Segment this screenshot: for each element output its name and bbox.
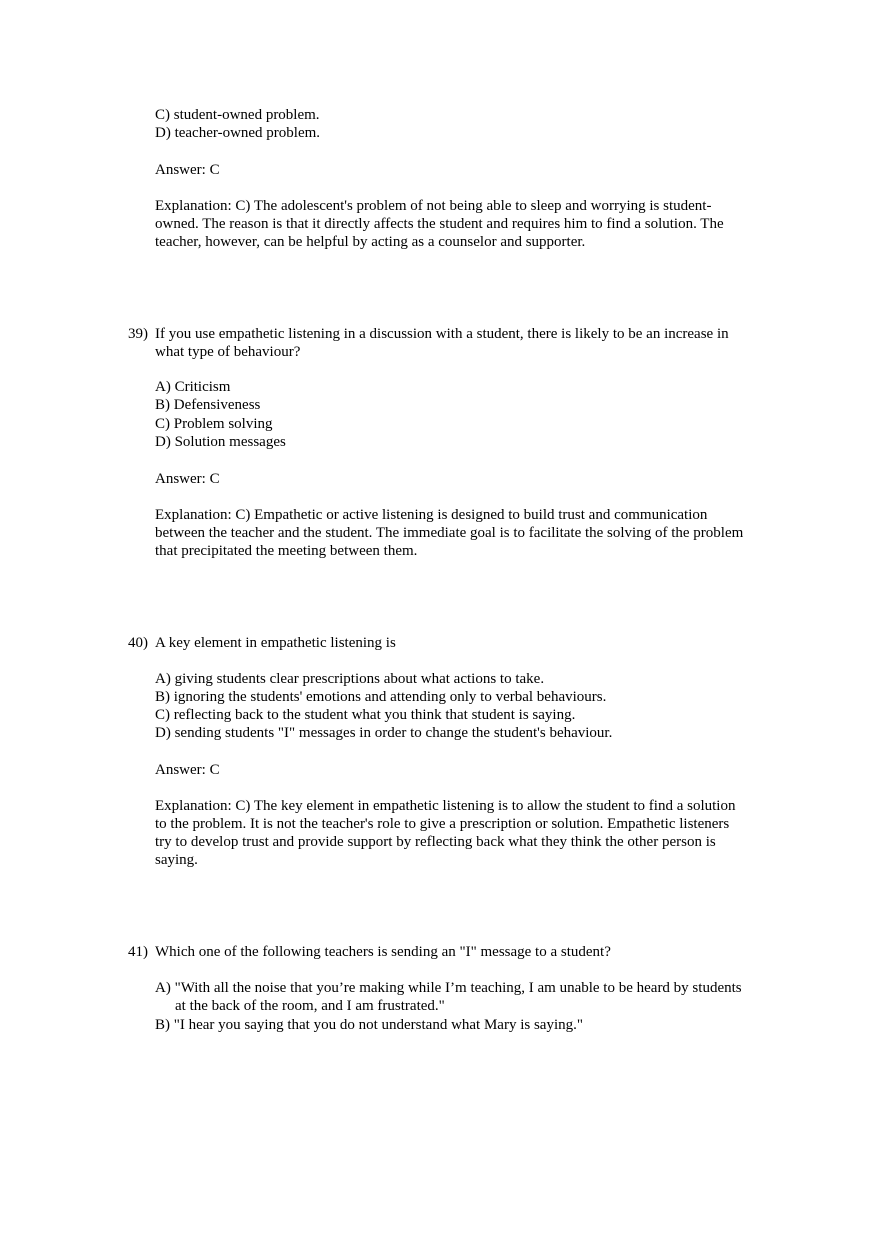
- explanation-line: owned. The reason is that it directly affects the student and requires him to find a solution. The: [155, 216, 724, 232]
- option-a-continuation: at the back of the room, and I am frustrated.": [175, 998, 445, 1014]
- option-a: A) Criticism: [155, 379, 231, 395]
- answer: Answer: C: [155, 471, 220, 487]
- explanation-line: teacher, however, can be helpful by acting as a counselor and supporter.: [155, 234, 586, 250]
- explanation-line: saying.: [155, 852, 198, 868]
- explanation-line: Explanation: C) The adolescent's problem of not being able to sleep and worrying is student-: [155, 198, 712, 214]
- question-text: A key element in empathetic listening is: [155, 635, 396, 651]
- explanation-line: to the problem. It is not the teacher's role to give a prescription or solution. Empathetic listeners: [155, 816, 730, 832]
- explanation-line: try to develop trust and provide support by reflecting back what they think the other person is: [155, 834, 716, 850]
- explanation-line: Explanation: C) Empathetic or active listening is designed to build trust and communication: [155, 507, 708, 523]
- option-d: D) teacher-owned problem.: [155, 125, 321, 141]
- question-number: 41): [128, 944, 148, 960]
- option-c: C) Problem solving: [155, 416, 273, 432]
- question-text: what type of behaviour?: [155, 344, 301, 360]
- answer: Answer: C: [155, 162, 220, 178]
- option-b: B) ignoring the students' emotions and attending only to verbal behaviours.: [155, 689, 607, 705]
- option-c: C) student-owned problem.: [155, 107, 320, 123]
- option-b: B) Defensiveness: [155, 397, 261, 413]
- option-c: C) reflecting back to the student what you think that student is saying.: [155, 707, 576, 723]
- question-number: 39): [128, 326, 148, 342]
- question-text: If you use empathetic listening in a discussion with a student, there is likely to be an increase in: [155, 326, 729, 342]
- explanation-line: between the teacher and the student. The immediate goal is to facilitate the solving of the problem: [155, 525, 744, 541]
- answer: Answer: C: [155, 762, 220, 778]
- explanation-line: that precipitated the meeting between them.: [155, 543, 418, 559]
- question-text: Which one of the following teachers is sending an "I" message to a student?: [155, 944, 611, 960]
- explanation-line: Explanation: C) The key element in empathetic listening is to allow the student to find a solution: [155, 798, 736, 814]
- option-a: A) giving students clear prescriptions about what actions to take.: [155, 671, 545, 687]
- question-number: 40): [128, 635, 148, 651]
- option-a: A) "With all the noise that you’re making while I’m teaching, I am unable to be heard by students: [155, 980, 742, 996]
- option-d: D) Solution messages: [155, 434, 286, 450]
- option-b: B) "I hear you saying that you do not understand what Mary is saying.": [155, 1017, 584, 1033]
- option-d: D) sending students "I" messages in order to change the student's behaviour.: [155, 725, 613, 741]
